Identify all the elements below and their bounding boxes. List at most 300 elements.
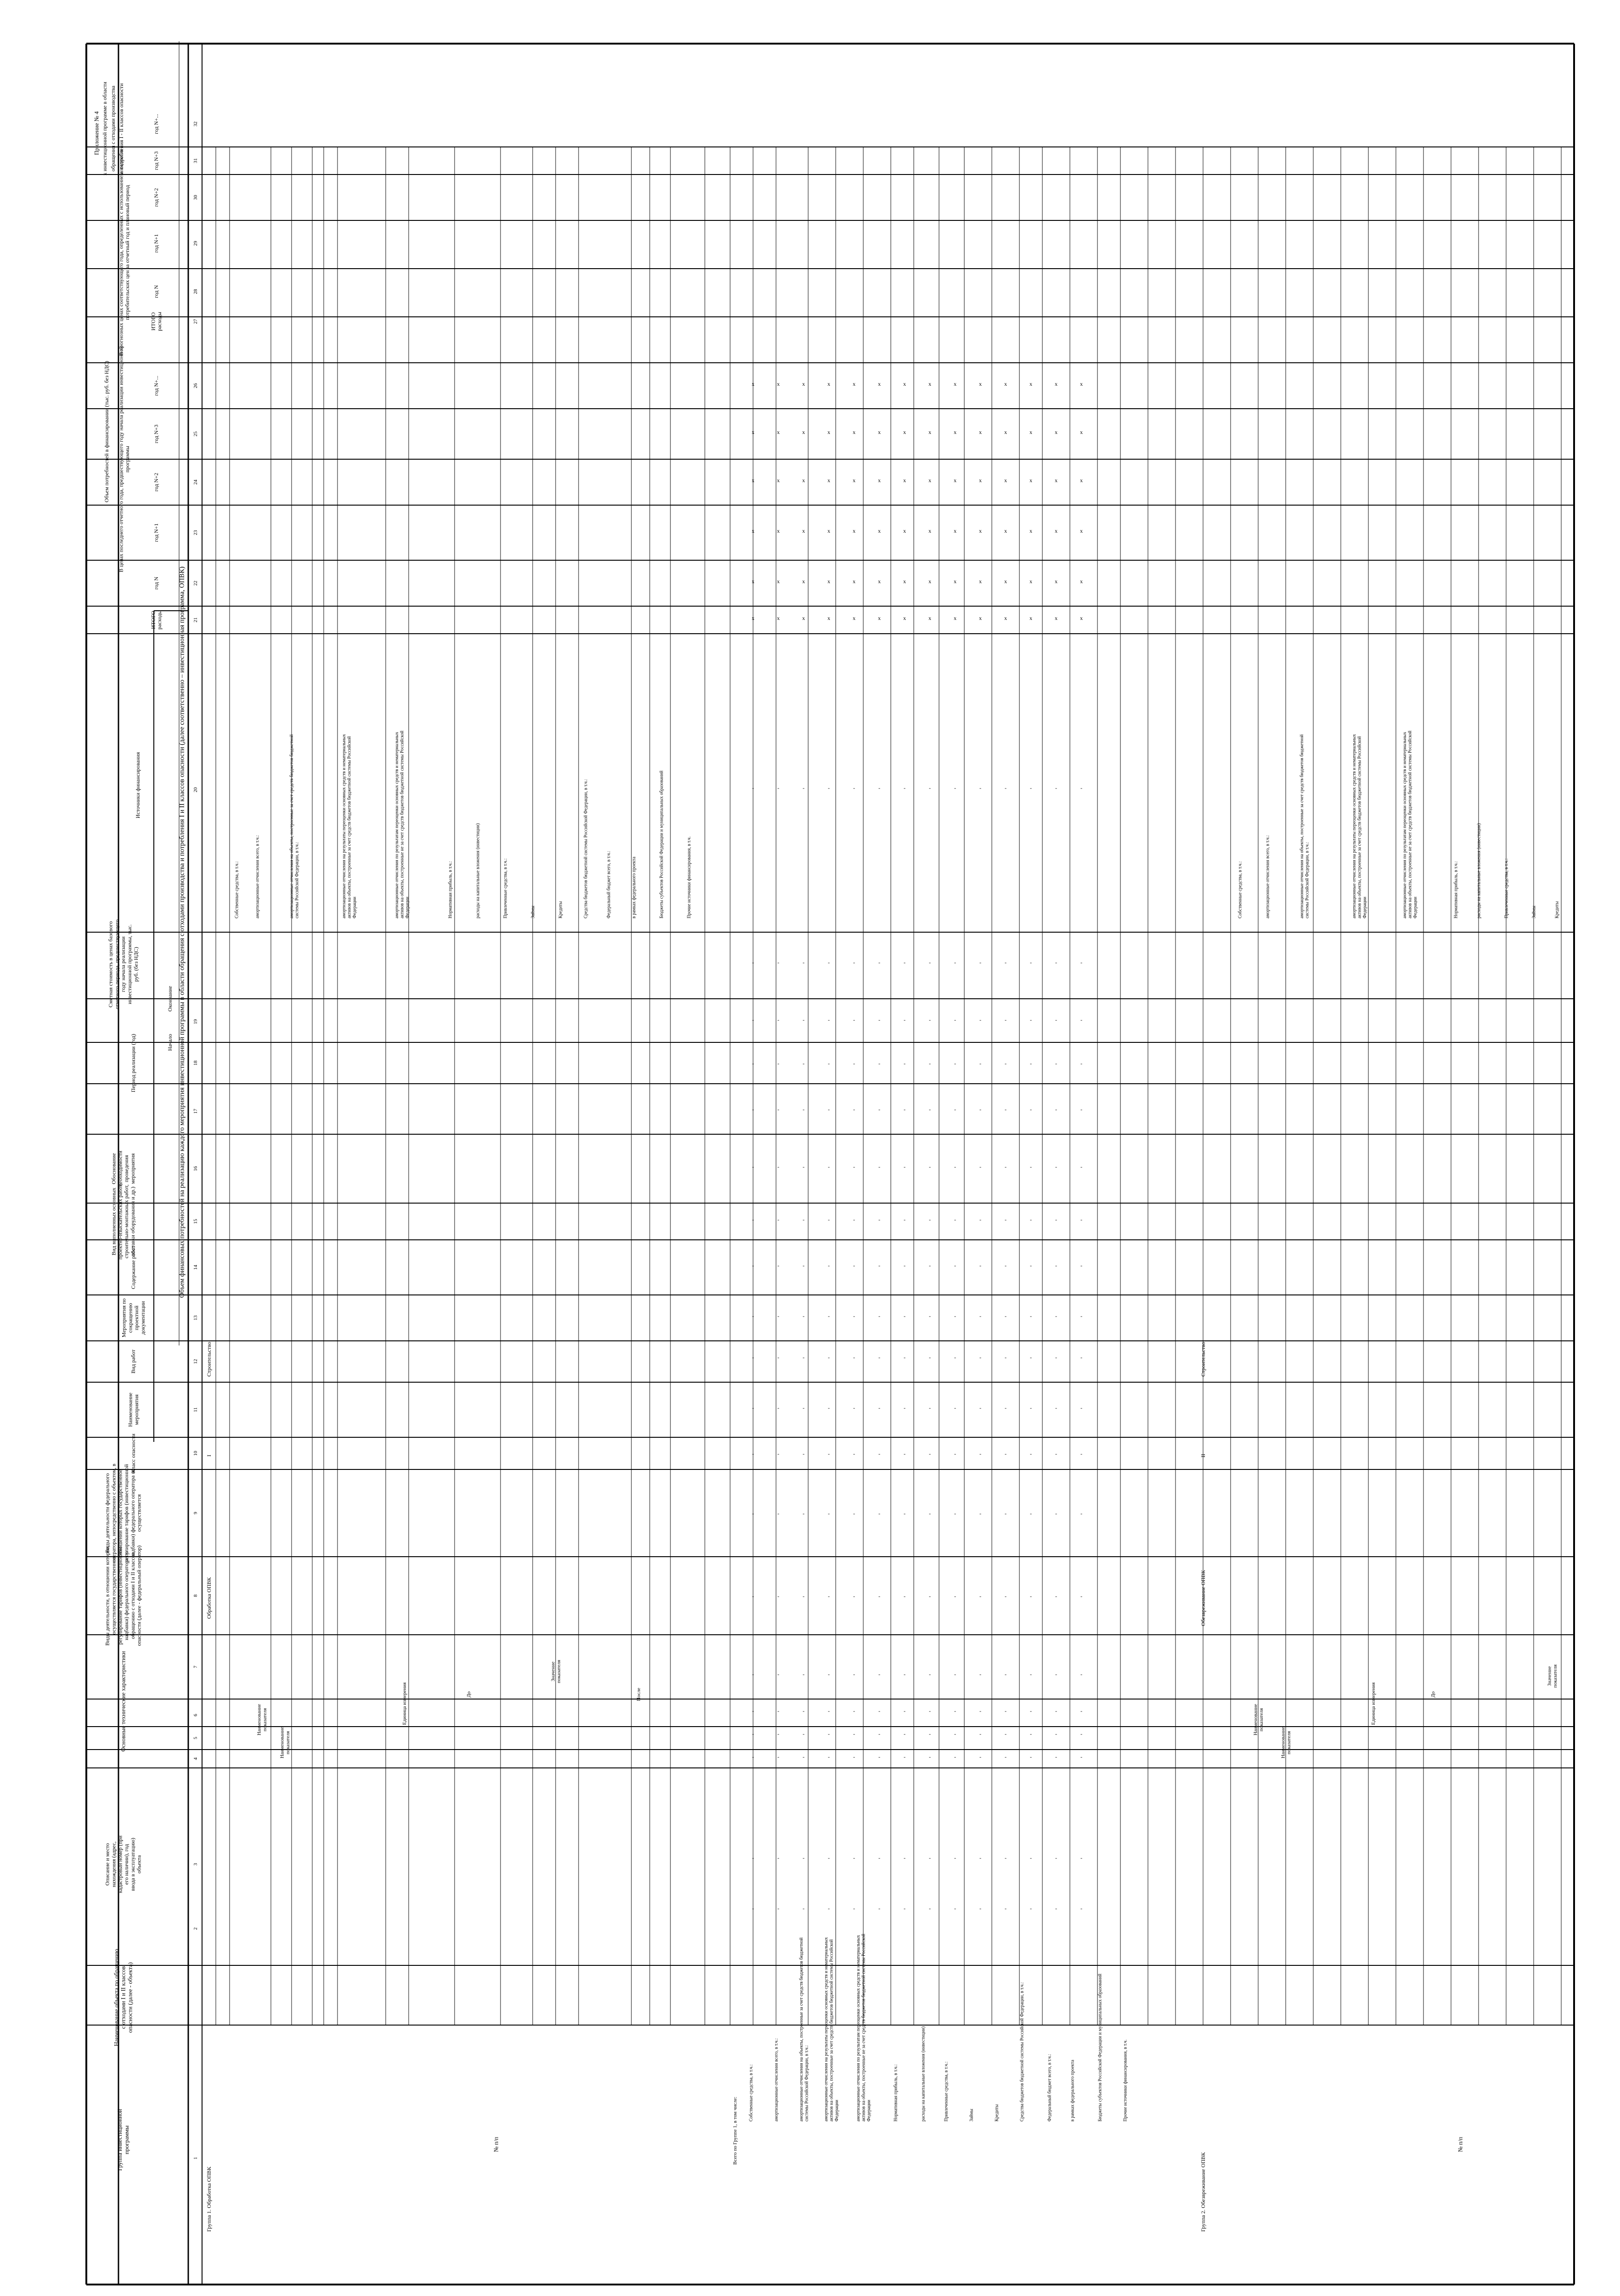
total-source-row: Собственные средства, в т.ч.: — [748, 2064, 754, 2122]
dash-mark: - — [1080, 1164, 1082, 1170]
group-1-label: Группа 1. Обработка ОПВК — [206, 2167, 213, 2232]
dash-mark: - — [979, 1905, 981, 1912]
dash-mark: - — [1005, 1106, 1007, 1113]
cross-mark: x — [954, 477, 956, 484]
col-header-2: Наименование объекта по обращениюс отходами I и II классовопасности (далее - объекта) — [112, 1948, 134, 2047]
dash-mark: - — [904, 1593, 906, 1599]
dash-mark: - — [803, 1060, 804, 1067]
annex-line-2: обращения с отходами производства — [110, 85, 117, 172]
dash-mark: - — [1030, 1405, 1032, 1411]
cross-mark: x — [1004, 381, 1007, 387]
column-number: 29 — [192, 241, 198, 246]
dash-mark: - — [777, 1354, 779, 1361]
dash-mark: - — [929, 1313, 931, 1319]
cross-mark: x — [878, 578, 881, 585]
source-row: амортизационные отчисления на объекты, построенные за счет средств бюджетов бюджетнойсистемы Российской Федерации, в т.ч.: — [289, 734, 300, 918]
cross-mark: x — [1080, 578, 1083, 585]
col-header-27-32: В прогнозных ценах соответствующего года, определенных с использованием индексовпотребительских цен за отчетный год и плановый период — [118, 149, 131, 356]
total-source-row: Средства бюджетов бюджетной системы Российской Федерации, в т.ч.: — [1019, 1982, 1025, 2122]
group-2-tech-name: Наименованиепоказателя — [1280, 1727, 1292, 1759]
group-2-tech-value: Значениепоказателя — [1547, 1664, 1558, 1688]
dash-mark: - — [878, 1593, 880, 1599]
dash-mark: - — [954, 1905, 956, 1912]
dash-mark: - — [878, 1905, 880, 1912]
dash-mark: - — [929, 1754, 931, 1760]
dash-mark: - — [853, 1451, 855, 1457]
dash-mark: - — [878, 1451, 880, 1457]
dash-mark: - — [828, 1060, 830, 1067]
dash-mark: - — [929, 1510, 931, 1517]
dash-mark: - — [803, 1106, 804, 1113]
dash-mark: - — [752, 1510, 754, 1517]
dash-mark: - — [1030, 785, 1032, 791]
dash-mark: - — [929, 1106, 931, 1113]
col-header-1: Группа инвестиционнойпрограммы — [116, 2109, 130, 2171]
total-source-row: амортизационные отчисления по результатам переоценки основных средств и нематериальныхактивов на объекты, построенные не за счет средств бюджетов бюджетной системы РоссийскойФедерации — [856, 1934, 872, 2122]
source-row: Кредиты — [558, 901, 563, 918]
cross-mark: x — [1055, 528, 1058, 534]
dash-mark: - — [1030, 1708, 1032, 1714]
dash-mark: - — [828, 785, 830, 791]
dash-mark: - — [1005, 1313, 1007, 1319]
total-source-row: амортизационные отчисления всего, в т.ч.: — [774, 2038, 779, 2122]
dash-mark: - — [1005, 1164, 1007, 1170]
dash-mark: - — [1005, 1060, 1007, 1067]
dash-mark: - — [954, 785, 956, 791]
column-number: 14 — [192, 1265, 198, 1270]
group-2-source-row: амортизационные отчисления на результаты переоценки основных средств и нематериальныхактивов на объекты, построенные за счет средств бюджетов бюджетной системы РоссийскойФедерации — [1352, 734, 1367, 918]
column-number: 12 — [192, 1359, 198, 1364]
dash-mark: - — [929, 1164, 931, 1170]
dash-mark: - — [929, 1354, 931, 1361]
dash-mark: - — [752, 1905, 754, 1912]
source-row: Нормативная прибыль, в т.ч.: — [448, 861, 453, 918]
column-number: 13 — [192, 1315, 198, 1321]
dash-mark: - — [777, 785, 779, 791]
dash-mark: - — [1080, 1405, 1082, 1411]
col-header-year: год N+1 — [153, 523, 160, 542]
dash-mark: - — [904, 1451, 906, 1457]
dash-mark: - — [853, 1313, 855, 1319]
dash-mark: - — [1030, 1354, 1032, 1361]
cross-mark: x — [853, 578, 855, 585]
dash-mark: - — [1080, 1731, 1082, 1737]
dash-mark: - — [853, 1060, 855, 1067]
group-1-before: До — [466, 1691, 472, 1698]
group-1-work-type: Строительство — [206, 1342, 213, 1377]
column-number: 9 — [192, 1512, 198, 1514]
dash-mark: - — [777, 1593, 779, 1599]
annex-line-3: и потребления I - II классов опасности — [118, 83, 125, 174]
dash-mark: - — [777, 1106, 779, 1113]
group-1-unit: Единица измерения — [401, 1682, 407, 1725]
col-header-19: Сметная стоимость в ценах базовогоотчетного периода, предшествующегогоду начала реализацииинвестиционной программы, тыс.руб. (без НДС) — [107, 919, 139, 1009]
dash-mark: - — [929, 1855, 931, 1861]
dash-mark: - — [878, 785, 880, 791]
dash-mark: - — [878, 1754, 880, 1760]
group-1-tech-name-2: Наименованиепоказателя — [256, 1704, 268, 1736]
col-header-year: год N+... — [153, 376, 160, 396]
cross-mark: x — [1055, 381, 1058, 387]
dash-mark: - — [1005, 959, 1007, 966]
dash-mark: - — [752, 1451, 754, 1457]
dash-mark: - — [803, 1313, 804, 1319]
dash-mark: - — [803, 1593, 804, 1599]
col-header-12: Вид работ — [130, 1349, 137, 1374]
column-number: 28 — [192, 289, 198, 294]
dash-mark: - — [929, 1731, 931, 1737]
dash-mark: - — [1030, 1855, 1032, 1861]
cross-mark: x — [777, 528, 780, 534]
cross-mark: x — [777, 578, 780, 585]
col-header-year-forecast: год N — [153, 285, 160, 298]
dash-mark: - — [878, 1060, 880, 1067]
cross-mark: x — [827, 429, 830, 435]
dash-mark: - — [828, 1593, 830, 1599]
total-source-row: Кредиты — [994, 2104, 1000, 2122]
col-header-21-32: Объем потребностей в финансировании (тыс. руб. без НДС) — [103, 360, 110, 503]
dash-mark: - — [828, 1671, 830, 1677]
dash-mark: - — [828, 1510, 830, 1517]
cross-mark: x — [1029, 477, 1032, 484]
column-number: 16 — [192, 1166, 198, 1171]
dash-mark: - — [828, 1262, 830, 1269]
dash-mark: - — [1080, 1060, 1082, 1067]
cross-mark: x — [1029, 578, 1032, 585]
dash-mark: - — [904, 1106, 906, 1113]
dash-mark: - — [979, 1731, 981, 1737]
dash-mark: - — [752, 1106, 754, 1113]
dash-mark: - — [904, 1262, 906, 1269]
dash-mark: - — [1080, 1708, 1082, 1714]
dash-mark: - — [979, 1354, 981, 1361]
dash-mark: - — [803, 1216, 804, 1223]
total-source-row: амортизационные отчисления на результаты переоценки основных средств и нематериальныхактивов на объекты, построенные за счет средств бюджетов бюджетной системы РоссийскойФедерации — [824, 1937, 839, 2122]
dash-mark: - — [1005, 1354, 1007, 1361]
dash-mark: - — [1030, 1164, 1032, 1170]
cross-mark: x — [1004, 578, 1007, 585]
dash-mark: - — [777, 1017, 779, 1023]
dash-mark: - — [904, 1731, 906, 1737]
cross-mark: x — [802, 615, 805, 621]
col-header-16: Обоснованиенеобходимостипроведениямероприятия — [110, 1150, 136, 1187]
col-header-3: Описание и местонахождения (адрес,кадастровый номер (приего наличии), годввода в эксплуатацию)объекта — [104, 1835, 142, 1893]
dash-mark: - — [1055, 1313, 1057, 1319]
dash-mark: - — [929, 1262, 931, 1269]
dash-mark: - — [954, 1731, 956, 1737]
dash-mark: - — [979, 1262, 981, 1269]
page-title: Объем финансовых потребностей на реализацию каждого мероприятия инвестиционной программы в области обращения с отходами производства и потребления I и II классов опасности (далее соответственно – инвестиционная программа, ОПВК) — [178, 566, 186, 1298]
cross-mark: x — [1055, 477, 1058, 484]
cross-mark: x — [752, 528, 754, 534]
cross-mark: x — [752, 381, 754, 387]
dash-mark: - — [1080, 1106, 1082, 1113]
column-number: 4 — [192, 1757, 198, 1760]
col-header-year: год N+2 — [153, 473, 160, 492]
annex-title: Приложение № 4 — [93, 111, 100, 155]
dash-mark: - — [1030, 1216, 1032, 1223]
dash-mark: - — [1030, 1671, 1032, 1677]
dash-mark: - — [1030, 1754, 1032, 1760]
dash-mark: - — [878, 1017, 880, 1023]
dash-mark: - — [1080, 959, 1082, 966]
dash-mark: - — [878, 1708, 880, 1714]
dash-mark: - — [1080, 1216, 1082, 1223]
dash-mark: - — [803, 1671, 804, 1677]
dash-mark: - — [777, 1671, 779, 1677]
group-2-activity: Обезвреживание ОПВК — [1200, 1570, 1207, 1626]
dash-mark: - — [1055, 1708, 1057, 1714]
cross-mark: x — [853, 477, 855, 484]
dash-mark: - — [979, 1106, 981, 1113]
dash-mark: - — [904, 1671, 906, 1677]
dash-mark: - — [853, 1106, 855, 1113]
dash-mark: - — [1030, 1106, 1032, 1113]
cross-mark: x — [979, 578, 982, 585]
cross-mark: x — [928, 381, 931, 387]
dash-mark: - — [752, 1216, 754, 1223]
dash-mark: - — [929, 1905, 931, 1912]
group-2-source-row: Кредиты — [1554, 901, 1560, 918]
dash-mark: - — [954, 1708, 956, 1714]
group-2-label: Группа 2. Обезвреживание ОПВК — [1200, 2152, 1207, 2232]
column-number: 3 — [192, 1863, 198, 1866]
dash-mark: - — [979, 1216, 981, 1223]
dash-mark: - — [752, 1017, 754, 1023]
cross-mark: x — [802, 429, 805, 435]
cross-mark: x — [979, 615, 982, 621]
dash-mark: - — [1055, 1855, 1057, 1861]
cross-mark: x — [903, 528, 906, 534]
col-header-21-26: В ценах последнего отчетного года, предшествующего году начала реализации инвестиционнойпрограммы — [118, 346, 131, 573]
total-source-row: Нормативная прибыль, в т.ч.: — [893, 2064, 899, 2122]
dash-mark: - — [954, 1754, 956, 1760]
dash-mark: - — [828, 1731, 830, 1737]
dash-mark: - — [1055, 1017, 1057, 1023]
cross-mark: x — [928, 578, 931, 585]
dash-mark: - — [954, 1164, 956, 1170]
dash-mark: - — [828, 1354, 830, 1361]
group-2-source-row: расходы на капитальные вложения (инвестиции) — [1476, 823, 1482, 918]
dash-mark: - — [853, 959, 855, 966]
dash-mark: - — [803, 1262, 804, 1269]
dash-mark: - — [752, 1731, 754, 1737]
dash-mark: - — [929, 1405, 931, 1411]
dash-mark: - — [878, 1354, 880, 1361]
dash-mark: - — [803, 1405, 804, 1411]
source-row: Бюджеты субъектов Российской Федерации и муниципальных образований — [659, 770, 664, 918]
group-1-row-number: № п/п — [492, 2137, 500, 2152]
column-number: 30 — [192, 195, 198, 200]
cross-mark: x — [827, 578, 830, 585]
dash-mark: - — [979, 1060, 981, 1067]
cross-mark: x — [1029, 615, 1032, 621]
dash-mark: - — [752, 1708, 754, 1714]
dash-mark: - — [1080, 1593, 1082, 1599]
dash-mark: - — [878, 1510, 880, 1517]
dash-mark: - — [954, 959, 956, 966]
dash-mark: - — [752, 1671, 754, 1677]
col-header-year-forecast: год N+3 — [153, 151, 160, 170]
dash-mark: - — [1005, 1754, 1007, 1760]
dash-mark: - — [803, 1754, 804, 1760]
source-row: Собственные средства, в т.ч.: — [234, 861, 240, 918]
source-row: амортизационные отчисления по результатам переоценки основных средств и нематериальныхактивов на объекты, построенные не за счет средств бюджетов бюджетной системы РоссийскойФедерации — [394, 731, 410, 918]
col-header-20: Источники финансирования — [135, 752, 141, 819]
dash-mark: - — [853, 785, 855, 791]
col-header-4-7: Основные технические характеристики — [119, 1651, 127, 1752]
dash-mark: - — [853, 1905, 855, 1912]
dash-mark: - — [954, 1405, 956, 1411]
column-number: 19 — [192, 1019, 198, 1024]
dash-mark: - — [954, 1510, 956, 1517]
cross-mark: x — [777, 381, 780, 387]
cross-mark: x — [827, 381, 830, 387]
dash-mark: - — [803, 959, 804, 966]
column-number: 32 — [192, 121, 198, 127]
group-1-total: Всего по Группе 1, в том числе: — [732, 2096, 738, 2165]
dash-mark: - — [828, 1106, 830, 1113]
dash-mark: - — [1005, 1731, 1007, 1737]
cross-mark: x — [1080, 429, 1083, 435]
dash-mark: - — [1030, 1313, 1032, 1319]
dash-mark: - — [853, 1855, 855, 1861]
column-number: 10 — [192, 1451, 198, 1456]
dash-mark: - — [752, 1060, 754, 1067]
dash-mark: - — [1080, 1451, 1082, 1457]
dash-mark: - — [828, 959, 830, 966]
cross-mark: x — [1080, 615, 1083, 621]
dash-mark: - — [954, 1313, 956, 1319]
dash-mark: - — [803, 1354, 804, 1361]
dash-mark: - — [853, 1593, 855, 1599]
cross-mark: x — [1029, 528, 1032, 534]
dash-mark: - — [752, 1593, 754, 1599]
cross-mark: x — [777, 429, 780, 435]
cross-mark: x — [954, 615, 956, 621]
group-1-after: После — [636, 1688, 641, 1701]
group-2-source-row: Собственные средства, в т.ч.: — [1238, 861, 1243, 918]
column-number: 27 — [192, 319, 198, 324]
dash-mark: - — [929, 1060, 931, 1067]
dash-mark: - — [1080, 1262, 1082, 1269]
col-header-17: Начало — [167, 1034, 174, 1051]
source-row: амортизационные отчисления всего, в т.ч.: — [255, 835, 260, 918]
cross-mark: x — [878, 528, 881, 534]
group-1-class: I — [206, 1455, 213, 1457]
dash-mark: - — [904, 1354, 906, 1361]
dash-mark: - — [904, 785, 906, 791]
dash-mark: - — [1005, 1017, 1007, 1023]
dash-mark: - — [853, 1731, 855, 1737]
dash-mark: - — [752, 1855, 754, 1861]
dash-mark: - — [954, 1671, 956, 1677]
dash-mark: - — [1080, 1017, 1082, 1023]
col-header-15: Вид выполненных основныхпроектно-изыскательских работ,строительно-монтажных работ,поставки оборудования и др.) — [110, 1183, 136, 1260]
col-header-year: год N — [153, 576, 160, 590]
cross-mark: x — [954, 429, 956, 435]
annex-line-1: к инвестиционной программе в области — [101, 82, 108, 175]
column-number: 6 — [192, 1714, 198, 1716]
cross-mark: x — [903, 429, 906, 435]
cross-mark: x — [928, 615, 931, 621]
dash-mark: - — [853, 1164, 855, 1170]
group-1-tech-value: Значениепоказателя — [550, 1660, 562, 1683]
source-row: Займы — [530, 906, 536, 918]
cross-mark: x — [903, 381, 906, 387]
dash-mark: - — [929, 1017, 931, 1023]
col-header-9: Виды деятельности федеральногооператора, непосредственно с объектом, вотношении которых государственноерегулирование тарифов (инвестиционнойнадбавки) федерального оператора неосуществляется — [104, 1463, 142, 1563]
dash-mark: - — [803, 1164, 804, 1170]
source-row: Средства бюджетов бюджетной системы Российской Федерации, в т.ч.: — [583, 779, 589, 918]
total-source-row: амортизационные отчисления на объекты, построенные за счет средств бюджетов бюджетнойсистемы Российской Федерации, в т.ч.: — [799, 1937, 810, 2122]
dash-mark: - — [929, 959, 931, 966]
dash-mark: - — [878, 1216, 880, 1223]
dash-mark: - — [904, 1216, 906, 1223]
dash-mark: - — [954, 1017, 956, 1023]
column-number: 15 — [192, 1219, 198, 1224]
dash-mark: - — [1055, 1060, 1057, 1067]
dash-mark: - — [954, 1216, 956, 1223]
cross-mark: x — [802, 578, 805, 585]
cross-mark: x — [827, 615, 830, 621]
dash-mark: - — [1080, 1855, 1082, 1861]
cross-mark: x — [802, 477, 805, 484]
source-row: Привлеченные средства, в т.ч.: — [503, 858, 508, 918]
cross-mark: x — [752, 477, 754, 484]
group-2-class: II — [1200, 1454, 1207, 1458]
dash-mark: - — [1080, 1313, 1082, 1319]
dash-mark: - — [904, 1017, 906, 1023]
dash-mark: - — [1030, 1593, 1032, 1599]
dash-mark: - — [803, 1855, 804, 1861]
cross-mark: x — [1004, 429, 1007, 435]
dash-mark: - — [904, 1164, 906, 1170]
dash-mark: - — [878, 959, 880, 966]
cross-mark: x — [878, 615, 881, 621]
dash-mark: - — [752, 785, 754, 791]
total-source-row: Прочие источники финансирования, в т.ч. — [1123, 2039, 1128, 2122]
cross-mark: x — [928, 528, 931, 534]
total-source-row: Бюджеты субъектов Российской Федерации и муниципальных образований — [1097, 1973, 1103, 2122]
dash-mark: - — [878, 1262, 880, 1269]
dash-mark: - — [979, 1164, 981, 1170]
dash-mark: - — [1055, 1451, 1057, 1457]
dash-mark: - — [954, 1106, 956, 1113]
cross-mark: x — [1055, 429, 1058, 435]
cross-mark: x — [979, 381, 982, 387]
cross-mark: x — [1029, 381, 1032, 387]
source-row: Федеральный бюджет всего, в т.ч.: — [606, 850, 612, 918]
dash-mark: - — [904, 1510, 906, 1517]
dash-mark: - — [1080, 1754, 1082, 1760]
dash-mark: - — [1055, 1262, 1057, 1269]
cross-mark: x — [878, 381, 881, 387]
dash-mark: - — [979, 1017, 981, 1023]
dash-mark: - — [929, 1593, 931, 1599]
col-header-8: Виды деятельности, в отношении которыхосуществляется государственноерегулирование тарифов (инвестиционнойнадбавки) федерального оператора пообращению с отходами I и II классовопасности (далее - федеральный оператор) — [104, 1545, 142, 1646]
dash-mark: - — [1055, 1905, 1057, 1912]
dash-mark: - — [752, 1754, 754, 1760]
dash-mark: - — [1005, 1405, 1007, 1411]
dash-mark: - — [1005, 1671, 1007, 1677]
dash-mark: - — [878, 1671, 880, 1677]
dash-mark: - — [1005, 1905, 1007, 1912]
dash-mark: - — [803, 1731, 804, 1737]
dash-mark: - — [979, 785, 981, 791]
dash-mark: - — [1030, 1262, 1032, 1269]
dash-mark: - — [777, 1060, 779, 1067]
